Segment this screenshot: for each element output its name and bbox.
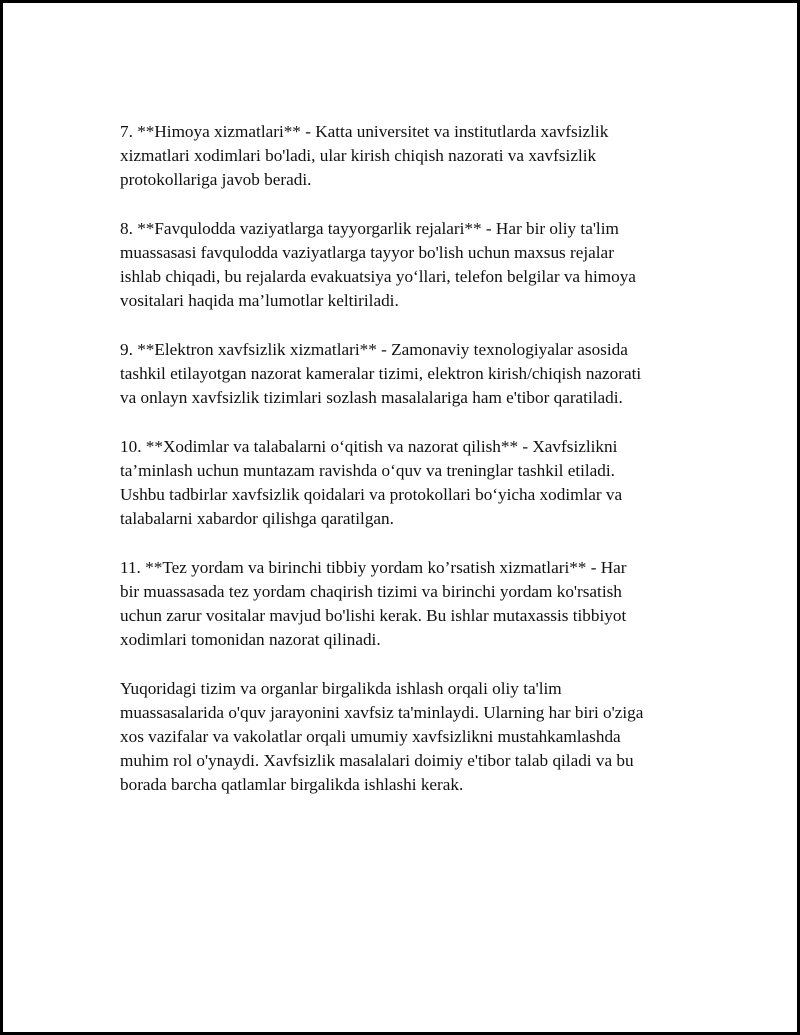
paragraph-item-7: 7. **Himoya xizmatlari** - Katta universitet va institutlarda xavfsizlik xizmatlari xodimlari bo'ladi, ular kirish chiqish nazorati va xavfsizlik protokollariga javob beradi. xyxy=(120,122,609,190)
document-body xyxy=(120,120,665,822)
paragraph-item-11: 11. **Tez yordam va birinchi tibbiy yordam ko’rsatish xizmatlari** - Har bir muassasada tez yordam chaqirish tizimi va birinchi yordam ko'rsatish uchun zarur vositalar mavjud bo'lishi kerak. Bu ishlar mutaxassis tibbiyot xodimlari tomonidan nazorat qilinadi. xyxy=(120,557,627,650)
paragraph-conclusion: Yuqoridagi tizim va organlar birgalikda ishlash orqali oliy ta'lim muassasalarida o'quv jarayonini xavfsiz ta'minlaydi. Ularning har biri o'ziga xos vazifalar va vakolatlar orqali umumiy xavfsizlikni mustahkamlashda muhim rol o'ynaydi. Xavfsizlik masalalari doimiy e'tibor talab qiladi va bu borada barcha qatlamlar birgalikda ishlashi kerak. xyxy=(120,678,644,795)
paragraph-item-10: 10. **Xodimlar va talabalarni o‘qitish va nazorat qilish** - Xavfsizlikni ta’minlash uchun muntazam ravishda o‘quv va treninglar tashkil etiladi. Ushbu tadbirlar xavfsizlik qoidalari va protokollari bo‘yicha xodimlar va talabalarni xabardor qilishga qaratilgan. xyxy=(120,436,623,529)
paragraph-item-8: 8. **Favqulodda vaziyatlarga tayyorgarlik rejalari** - Har bir oliy ta'lim muassasasi favqulodda vaziyatlarga tayyor bo'lish uchun maxsus rejalar ishlab chiqadi, bu rejalarda evakuatsiya yo‘llari, telefon belgilar va himoya vositalari haqida ma’lumotlar keltiriladi. xyxy=(120,218,636,311)
paragraph-item-9: 9. **Elektron xavfsizlik xizmatlari** - Zamonaviy texnologiyalar asosida tashkil etilayotgan nazorat kameralar tizimi, elektron kirish/chiqish nazorati va onlayn xavfsizlik tizimlari sozlash masalalariga ham e'tibor qaratiladi. xyxy=(120,339,642,408)
